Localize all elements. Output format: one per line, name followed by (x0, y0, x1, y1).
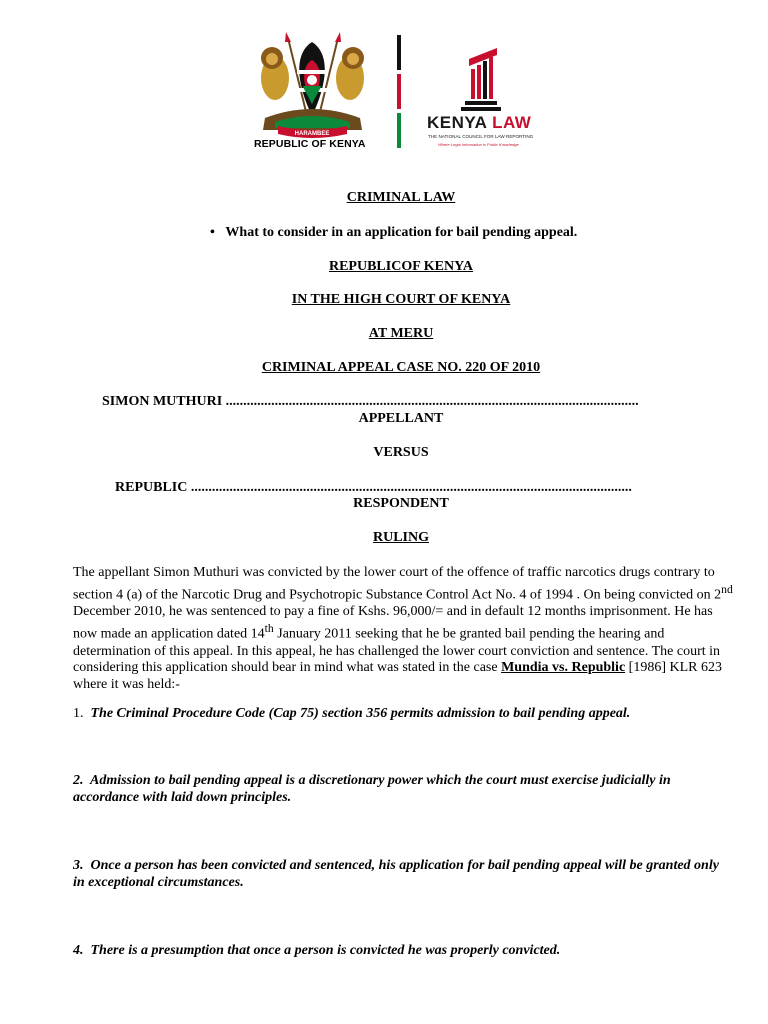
header-logos (0, 30, 768, 160)
held-text: The Criminal Procedure Code (Cap 75) section 356 permits admission to bail pending appeal. (90, 706, 631, 721)
held-point-4 (73, 942, 733, 959)
topic-line (210, 225, 577, 241)
case-number: CRIMINAL APPEAL CASE NO. 220 OF 2010 (261, 360, 541, 375)
paragraph-part-1: The appellant Simon Muthuri was convicted by the lower court of the offence of traffic narcotics drugs contrary to section 4 (a) of the Narcotic Drug and Psychotropic Substance Control Act No. 4 of 1994 . On being convicted on 2 (73, 565, 722, 603)
held-number: 4. (73, 943, 84, 958)
flag-divider (397, 35, 401, 148)
respondent-line: REPUBLIC .............................................................................................................................. (115, 480, 632, 495)
category-heading: CRIMINAL LAW (346, 190, 456, 205)
heading-court: IN THE HIGH COURT OF KENYA (291, 292, 511, 307)
respondent-role: RESPONDENT (353, 496, 449, 511)
held-number: 3. (73, 858, 84, 873)
held-number: 1. (73, 706, 84, 721)
held-text: There is a presumption that once a person is convicted he was properly convicted. (90, 943, 561, 958)
versus-label: VERSUS (373, 445, 429, 460)
appellant-role: APPELLANT (358, 411, 444, 426)
coat-caption: REPUBLIC OF KENYA (254, 138, 366, 150)
held-number: 2. (73, 773, 84, 788)
appellant-line: SIMON MUTHURI ...................................................................................................................... (102, 394, 639, 409)
ruling-paragraph (73, 565, 733, 694)
heading-location: AT MERU (368, 326, 434, 341)
kenya-law-word-kenya: KENYA (427, 113, 487, 132)
ruling-heading: RULING (372, 530, 429, 545)
paragraph-part-3: January 2011 seeking that he be granted bail pending the hearing and determination of this appeal. In this appeal, he has challenged the lower court conviction and sentence. The court in considering this application should bear in mind what was stated in the case (73, 626, 721, 676)
held-point-3 (73, 857, 733, 891)
superscript-nd: nd (721, 582, 733, 596)
coat-motto: HARAMBEE (294, 131, 330, 137)
paragraph-part-4: [1986] KLR 623 where it was held:- (73, 660, 722, 693)
superscript-th: th (264, 622, 274, 636)
held-text: Admission to bail pending appeal is a discretionary power which the court must exercise judicially in accordance with laid down principles. (73, 773, 671, 805)
bullet-icon: • (210, 225, 215, 240)
kenya-law-subtitle: THE NATIONAL COUNCIL FOR LAW REPORTING (428, 134, 534, 139)
kenya-coat-of-arms-icon (250, 30, 375, 150)
kenya-law-tagline: Where Legal Information is Public Knowledge (438, 142, 519, 147)
topic-text: What to consider in an application for bail pending appeal. (225, 225, 578, 240)
kenya-law-wordmark (427, 113, 531, 133)
held-point-2 (73, 772, 733, 806)
held-point-1 (73, 705, 733, 722)
paragraph-part-2: December 2010, he was sentenced to pay a fine of Kshs. 96,000/= and in default 12 months imprisonment. He has now made an application dated 14 (73, 604, 713, 642)
case-citation: Mundia vs. Republic (501, 660, 626, 676)
kenya-law-word-law: LAW (492, 113, 532, 132)
heading-republic: REPUBLICOF KENYA (328, 259, 474, 274)
held-text: Once a person has been convicted and sentenced, his application for bail pending appeal will be granted only in exceptional circumstances. (73, 858, 719, 890)
